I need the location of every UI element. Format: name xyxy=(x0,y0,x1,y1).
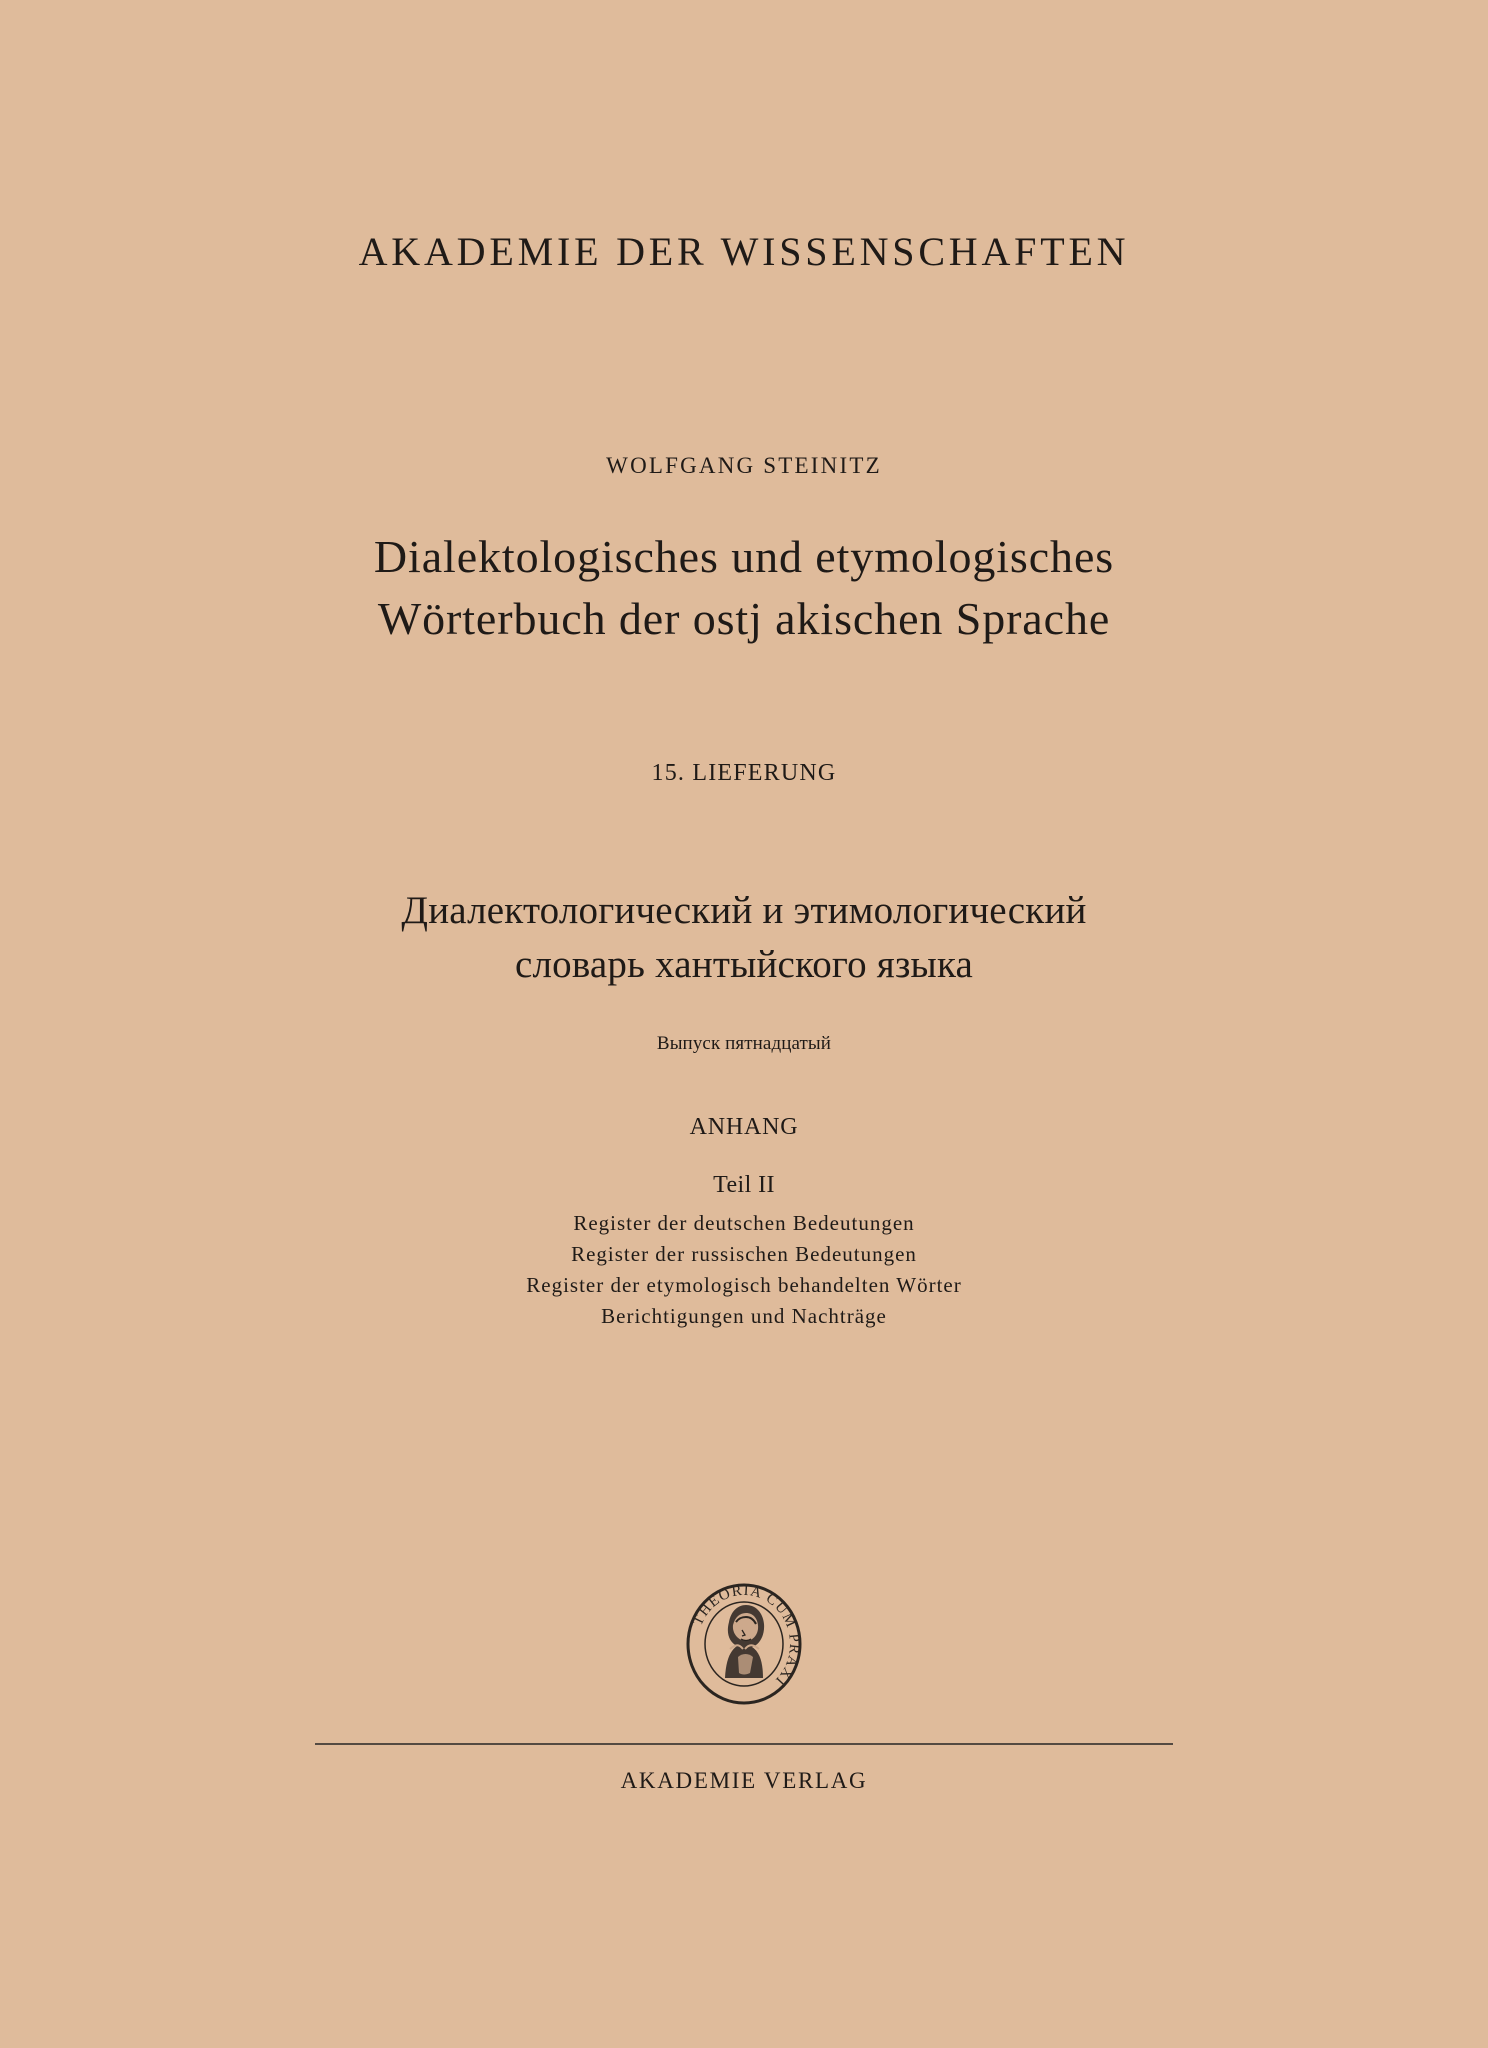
publisher-divider xyxy=(315,1743,1173,1745)
contents-item: Berichtigungen und Nachträge xyxy=(601,1304,887,1328)
publisher-name: AKADEMIE VERLAG xyxy=(620,1768,868,1793)
russian-title-line: Диалектологический и этимологический xyxy=(401,889,1087,932)
part-label: Teil II xyxy=(713,1172,775,1198)
author-name: WOLFGANG STEINITZ xyxy=(606,453,882,478)
german-title-line: Dialektologisches und etymologisches xyxy=(373,531,1115,582)
russian-title-line: словарь хантыйского языка xyxy=(514,943,974,986)
contents-list xyxy=(0,1208,1488,1332)
russian-title xyxy=(0,884,1488,992)
russian-issue-number: Выпуск пятнадцатый xyxy=(656,1033,832,1054)
contents-item: Register der etymologisch behandelten Wörter xyxy=(526,1273,962,1297)
seal-motto-path: THEORIA CUM PRAXI xyxy=(689,1583,802,1690)
german-title xyxy=(0,526,1488,650)
publisher-seal-icon xyxy=(686,1583,802,1705)
german-title-line: Wörterbuch der ostj akischen Sprache xyxy=(377,593,1111,644)
series-title: AKADEMIE DER WISSENSCHAFTEN xyxy=(358,229,1130,274)
appendix-label: ANHANG xyxy=(689,1114,799,1140)
german-issue-number: 15. LIEFERUNG xyxy=(651,760,837,786)
contents-item: Register der deutschen Bedeutungen xyxy=(573,1211,915,1235)
contents-item: Register der russischen Bedeutungen xyxy=(571,1242,917,1266)
